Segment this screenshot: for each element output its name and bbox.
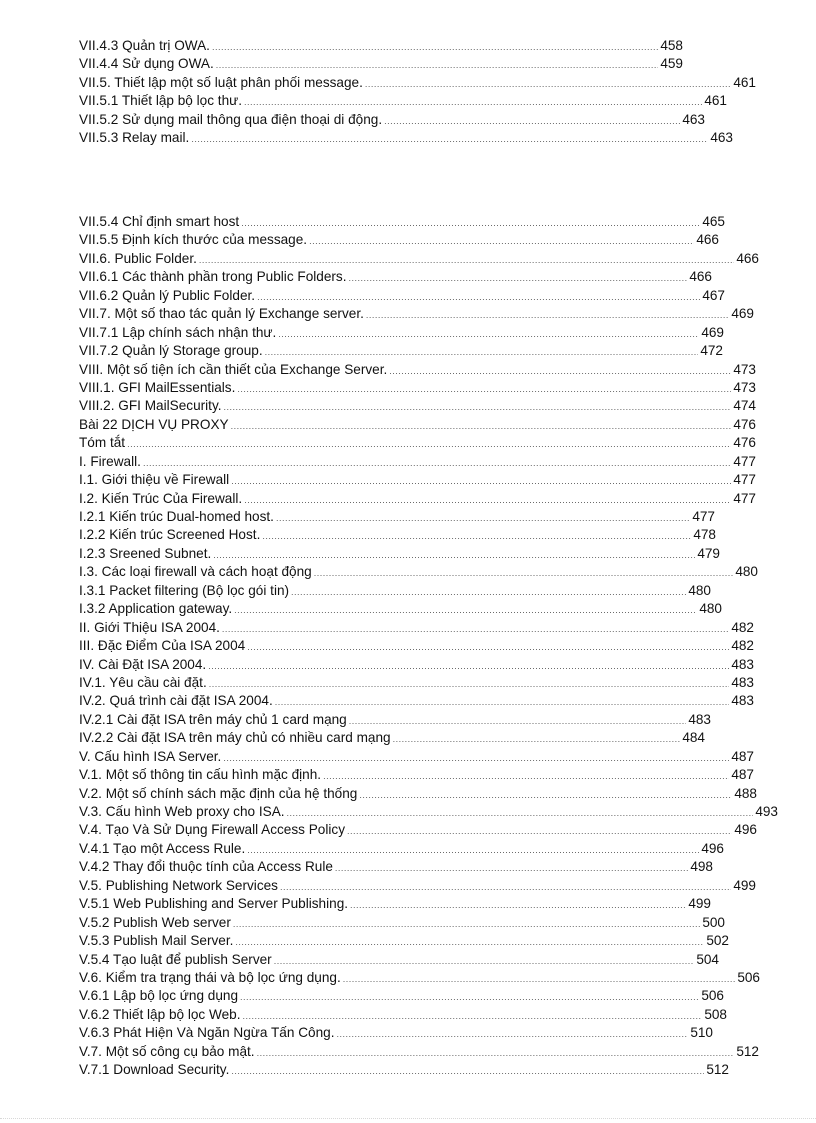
toc-leader-dots — [278, 325, 699, 342]
toc-entry-title: V.5.3 Publish Mail Server. — [79, 933, 234, 949]
toc-entry[interactable] — [79, 526, 716, 544]
toc-leader-dots — [336, 1025, 688, 1042]
toc-entry-page: 459 — [660, 56, 683, 72]
toc-entry-page: 512 — [736, 1043, 759, 1059]
toc-entry-title: I.1. Giới thiệu về Firewall — [79, 472, 230, 488]
toc-entry-title: IV.2.1 Cài đặt ISA trên máy chủ 1 card mạng — [79, 711, 347, 727]
toc-entry[interactable] — [79, 250, 759, 268]
toc-entry-page: 510 — [690, 1025, 713, 1041]
toc-entry[interactable] — [79, 434, 756, 452]
toc-leader-dots — [350, 896, 686, 913]
toc-entry-page: 478 — [693, 527, 716, 543]
toc-entry-title: V. Cấu hình ISA Server. — [79, 748, 222, 764]
toc-entry-title: IV.2.2 Cài đặt ISA trên máy chủ có nhiều card mạng — [79, 730, 391, 746]
toc-entry-page: 500 — [702, 914, 725, 930]
toc-entry-page: 483 — [731, 674, 754, 690]
toc-entry-title: IV.1. Yêu cầu cài đặt. — [79, 674, 207, 690]
toc-entry-page: 498 — [690, 859, 713, 875]
toc-entry-title: I.2.2 Kiến trúc Screened Host. — [79, 527, 261, 543]
toc-leader-dots — [265, 343, 699, 360]
toc-entry[interactable] — [79, 729, 705, 747]
toc-entry[interactable] — [79, 416, 756, 434]
toc-leader-dots — [216, 56, 659, 73]
toc-leader-dots — [231, 417, 732, 434]
toc-entry-title: VII.7.2 Quản lý Storage group. — [79, 343, 263, 359]
toc-entry[interactable] — [79, 674, 754, 692]
toc-leader-dots — [235, 933, 704, 950]
toc-entry[interactable] — [79, 692, 754, 710]
toc-leader-dots — [244, 491, 731, 508]
toc-leader-dots — [275, 693, 730, 710]
toc-entry-title: I. Firewall. — [79, 453, 141, 469]
toc-leader-dots — [291, 583, 686, 600]
toc-entry-page: 466 — [689, 269, 712, 285]
toc-entry[interactable] — [79, 55, 683, 73]
toc-entry-page: 480 — [699, 601, 722, 617]
toc-entry[interactable] — [79, 37, 683, 55]
toc-leader-dots — [222, 620, 729, 637]
toc-entry-page: 493 — [755, 804, 778, 819]
toc-entry-title: V.7.1 Download Security. — [79, 1062, 230, 1078]
toc-entry[interactable] — [79, 397, 756, 415]
toc-entry-title: III. Đặc Điểm Của ISA 2004 — [79, 638, 246, 654]
toc-entry[interactable] — [79, 129, 733, 147]
toc-entry[interactable] — [79, 379, 756, 397]
toc-entry-title: V.1. Một số thông tin cấu hình mặc định. — [79, 767, 322, 783]
toc-entry-title: V.6.1 Lập bộ lọc ứng dụng — [79, 988, 239, 1004]
toc-entry-page: 483 — [688, 711, 711, 727]
toc-entry-title: VIII.2. GFI MailSecurity. — [79, 398, 222, 414]
toc-entry[interactable] — [79, 932, 729, 950]
toc-leader-dots — [208, 657, 729, 674]
toc-leader-dots — [347, 822, 732, 839]
toc-leader-dots — [240, 988, 699, 1005]
toc-leader-dots — [143, 454, 731, 471]
toc-entry[interactable] — [79, 213, 725, 231]
toc-block-main — [79, 213, 778, 1080]
toc-entry[interactable] — [79, 1061, 729, 1079]
toc-entry-title: I.3. Các loại firewall và cách hoạt động — [79, 564, 312, 580]
toc-entry-title: V.5.2 Publish Web server — [79, 914, 231, 930]
toc-entry-page: 487 — [731, 767, 754, 783]
toc-entry-title: VII.4.3 Quản trị OWA. — [79, 38, 210, 53]
toc-entry-title: Bài 22 DỊCH VỤ PROXY — [79, 416, 229, 432]
toc-entry-title: V.5.4 Tạo luật để publish Server — [79, 951, 272, 967]
toc-leader-dots — [365, 75, 731, 92]
toc-entry-page: 482 — [731, 638, 754, 654]
toc-entry-page: 496 — [734, 822, 757, 838]
toc-entry-title: V.5. Publishing Network Services — [79, 877, 278, 893]
toc-leader-dots — [244, 93, 702, 110]
toc-leader-dots — [366, 306, 729, 323]
toc-entry-page: 482 — [731, 619, 754, 635]
toc-leader-dots — [389, 362, 731, 379]
toc-entry[interactable] — [79, 361, 756, 379]
toc-leader-dots — [191, 130, 708, 147]
toc-leader-dots — [234, 601, 697, 618]
toc-leader-dots — [231, 472, 731, 489]
toc-entry[interactable] — [79, 1043, 759, 1061]
toc-entry-page: 496 — [701, 840, 724, 856]
toc-entry[interactable] — [79, 656, 754, 674]
toc-entry-title: V.5.1 Web Publishing and Server Publishing. — [79, 896, 349, 912]
toc-entry[interactable] — [79, 803, 778, 821]
toc-entry-title: V.6.3 Phát Hiện Và Ngăn Ngừa Tấn Công. — [79, 1025, 335, 1041]
toc-entry-page: 469 — [701, 324, 724, 340]
toc-entry[interactable] — [79, 914, 725, 932]
toc-entry[interactable] — [79, 711, 711, 729]
toc-entry-title: VIII. Một số tiện ích cần thiết của Exchange Server. — [79, 361, 388, 377]
toc-entry-page: 506 — [701, 988, 724, 1004]
toc-entry[interactable] — [79, 453, 756, 471]
toc-entry-page: 484 — [682, 730, 705, 746]
toc-entry-page: 477 — [733, 453, 756, 469]
toc-entry-title: I.2.1 Kiến trúc Dual-homed host. — [79, 509, 274, 524]
toc-entry-title: Tóm tắt — [79, 435, 126, 451]
toc-entry[interactable] — [79, 287, 725, 305]
toc-leader-dots — [247, 841, 699, 858]
toc-entry-title: VII.6. Public Folder. — [79, 250, 197, 266]
toc-entry-title: I.2. Kiến Trúc Của Firewall. — [79, 490, 243, 506]
toc-leader-dots — [241, 214, 700, 231]
toc-entry-title: VII.5.5 Định kích thước của message. — [79, 232, 308, 248]
toc-entry-page: 479 — [697, 545, 720, 561]
toc-entry-page: 512 — [706, 1062, 729, 1078]
toc-entry[interactable] — [79, 508, 715, 526]
toc-leader-dots — [349, 269, 688, 286]
toc-entry-title: VII.6.2 Quản lý Public Folder. — [79, 287, 256, 303]
toc-block-top — [79, 37, 759, 148]
toc-entry[interactable] — [79, 748, 754, 766]
toc-leader-dots — [237, 380, 731, 397]
toc-entry[interactable] — [79, 582, 711, 600]
toc-entry-page: 466 — [696, 232, 719, 248]
toc-entry-page: 477 — [692, 509, 715, 524]
toc-entry[interactable] — [79, 471, 756, 489]
toc-entry-page: 504 — [696, 951, 719, 967]
toc-entry-title: V.4.1 Tạo một Access Rule. — [79, 840, 246, 856]
toc-entry-page: 487 — [731, 748, 754, 764]
toc-leader-dots — [359, 786, 732, 803]
toc-entry-page: 488 — [734, 785, 757, 801]
toc-entry-title: VII.7. Một số thao tác quản lý Exchange server. — [79, 306, 364, 322]
toc-entry[interactable] — [79, 987, 724, 1005]
toc-entry-page: 458 — [660, 38, 683, 53]
toc-leader-dots — [233, 915, 700, 932]
toc-entry-title: V.2. Một số chính sách mặc định của hệ thống — [79, 785, 358, 801]
toc-leader-dots — [127, 435, 731, 452]
toc-entry[interactable] — [79, 766, 754, 784]
toc-leader-dots — [335, 859, 688, 876]
toc-entry[interactable] — [79, 324, 724, 342]
toc-entry-title: V.4. Tạo Và Sử Dụng Firewall Access Policy — [79, 822, 345, 838]
toc-entry[interactable] — [79, 821, 757, 839]
toc-leader-dots — [287, 804, 754, 821]
toc-entry-page: 461 — [704, 93, 727, 109]
toc-entry-title: VII.7.1 Lập chính sách nhận thư. — [79, 324, 277, 340]
toc-leader-dots — [224, 398, 732, 415]
toc-entry-title: V.4.2 Thay đổi thuộc tính của Access Rule — [79, 859, 333, 875]
toc-entry[interactable] — [79, 111, 705, 129]
toc-entry-title: VII.5.2 Sử dụng mail thông qua điện thoại di động. — [79, 111, 383, 127]
toc-entry[interactable] — [79, 637, 754, 655]
toc-entry[interactable] — [79, 619, 754, 637]
toc-entry[interactable] — [79, 231, 719, 249]
toc-entry-page: 483 — [731, 656, 754, 672]
page-bottom-divider — [0, 1118, 816, 1120]
toc-entry-title: IV. Cài Đặt ISA 2004. — [79, 656, 207, 672]
toc-leader-dots — [280, 878, 731, 895]
toc-entry-title: IV.2. Quá trình cài đặt ISA 2004. — [79, 693, 273, 709]
toc-leader-dots — [257, 288, 700, 305]
toc-entry[interactable] — [79, 785, 757, 803]
toc-leader-dots — [212, 38, 658, 55]
toc-leader-dots — [323, 767, 729, 784]
toc-entry-page: 499 — [733, 877, 756, 893]
toc-entry-page: 477 — [733, 472, 756, 488]
toc-leader-dots — [223, 749, 729, 766]
toc-leader-dots — [276, 509, 690, 526]
toc-leader-dots — [257, 1044, 735, 1061]
toc-entry-title: V.6.2 Thiết lập bộ lọc Web. — [79, 1006, 241, 1022]
toc-entry-title: VII.6.1 Các thành phần trong Public Folders. — [79, 269, 347, 285]
toc-leader-dots — [247, 638, 729, 655]
toc-entry-page: 467 — [702, 287, 725, 303]
toc-entry[interactable] — [79, 858, 713, 876]
toc-entry-title: VII.5.3 Relay mail. — [79, 130, 190, 146]
toc-entry-title: VII.4.4 Sử dụng OWA. — [79, 56, 214, 72]
toc-leader-dots — [393, 730, 681, 747]
toc-leader-dots — [231, 1062, 704, 1079]
toc-entry-title: I.2.3 Sreened Subnet. — [79, 545, 212, 561]
toc-entry-title: VII.5.4 Chỉ định smart host — [79, 214, 240, 229]
toc-entry[interactable] — [79, 545, 720, 563]
toc-leader-dots — [349, 712, 687, 729]
toc-entry[interactable] — [79, 895, 711, 913]
toc-leader-dots — [209, 675, 730, 692]
toc-entry-page: 502 — [706, 933, 729, 949]
toc-entry[interactable] — [79, 490, 756, 508]
toc-entry-page: 463 — [710, 130, 733, 146]
toc-entry[interactable] — [79, 563, 758, 581]
toc-entry[interactable] — [79, 877, 756, 895]
toc-leader-dots — [384, 112, 680, 129]
toc-entry-page: 483 — [731, 693, 754, 709]
toc-leader-dots — [309, 232, 694, 249]
toc-entry-page: 480 — [688, 582, 711, 598]
toc-entry-page: 466 — [736, 250, 759, 266]
toc-entry[interactable] — [79, 600, 722, 618]
toc-entry[interactable] — [79, 74, 756, 92]
toc-entry-title: V.3. Cấu hình Web proxy cho ISA. — [79, 804, 285, 819]
toc-entry[interactable] — [79, 342, 723, 360]
toc-entry-page: 473 — [733, 379, 756, 395]
toc-entry[interactable] — [79, 92, 727, 110]
toc-entry[interactable] — [79, 840, 724, 858]
toc-entry[interactable] — [79, 268, 712, 286]
toc-entry[interactable] — [79, 1006, 727, 1024]
toc-entry-page: 480 — [735, 564, 758, 580]
toc-entry-title: II. Giới Thiệu ISA 2004. — [79, 619, 220, 635]
toc-entry-page: 508 — [704, 1006, 727, 1022]
toc-entry-title: I.3.1 Packet filtering (Bộ lọc gói tin) — [79, 582, 290, 598]
toc-entry[interactable] — [79, 951, 719, 969]
toc-entry-page: 474 — [733, 398, 756, 414]
toc-entry-page: 476 — [733, 435, 756, 451]
toc-entry-page: 506 — [737, 969, 760, 985]
toc-entry-page: 477 — [733, 490, 756, 506]
toc-leader-dots — [242, 1007, 702, 1024]
toc-entry-page: 469 — [731, 306, 754, 322]
toc-entry-title: I.3.2 Application gateway. — [79, 601, 233, 617]
toc-leader-dots — [213, 546, 695, 563]
toc-leader-dots — [199, 251, 734, 268]
toc-entry[interactable] — [79, 969, 760, 987]
toc-entry-page: 461 — [733, 74, 756, 90]
toc-entry[interactable] — [79, 1024, 713, 1042]
toc-leader-dots — [314, 564, 734, 581]
toc-entry-page: 463 — [682, 111, 705, 127]
toc-leader-dots — [343, 970, 736, 987]
toc-leader-dots — [274, 952, 695, 969]
toc-entry-page: 473 — [733, 361, 756, 377]
toc-entry-title: VII.5. Thiết lập một số luật phân phối message. — [79, 74, 363, 90]
toc-entry-title: V.6. Kiểm tra trạng thái và bộ lọc ứng dụng. — [79, 969, 341, 985]
toc-entry-page: 472 — [700, 343, 723, 359]
toc-entry-page: 476 — [733, 416, 756, 432]
toc-entry[interactable] — [79, 305, 754, 323]
toc-entry-page: 499 — [688, 896, 711, 912]
toc-entry-title: V.7. Một số công cụ bảo mật. — [79, 1043, 255, 1059]
toc-leader-dots — [262, 527, 691, 544]
toc-entry-page: 465 — [702, 214, 725, 229]
toc-entry-title: VII.5.1 Thiết lập bộ lọc thư. — [79, 93, 243, 109]
toc-entry-title: VIII.1. GFI MailEssentials. — [79, 379, 236, 395]
